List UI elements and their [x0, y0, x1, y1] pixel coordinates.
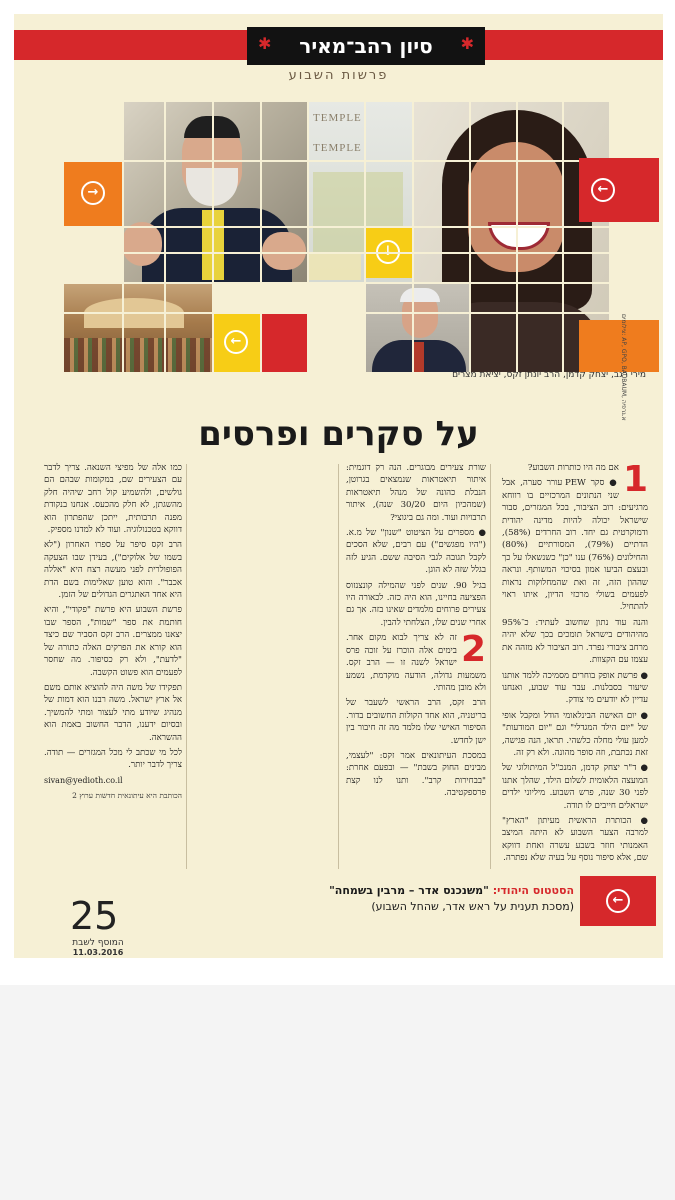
grid-line: [64, 312, 609, 314]
paragraph: ● הכותרת הראשית מעיתון "הארץ" למרבה הצער השבוע לא היתה המיצב האמנותי חוזר בשבע עשרה ואחת דווקא שם, אלא סיפור נוסף על בעיה שלא נפתרה.: [502, 815, 648, 864]
paragraph: הרב זקס סיפר על ספרו האחרון ("לא בשמו של אלוקים"), בעידן שבו הצעקה הפופולרית לפני מעשה רצח היא "אללה אכבר". והוא טוען שאלימות בשם הדת היא אחד האתגרים הגדולים של הזמן.: [44, 540, 182, 601]
paragraph: בגיל 90. שנים לפני שהמילה קונצנזוס הפציעה בחיינו, הוא היה כזה. לכאורה היו צעירים פרוחים מלמדים שאינו בזה. אך גם אחרי שנים שלו, הצלחתי להבין.: [346, 580, 487, 628]
article-column-1: [502, 459, 648, 868]
paragraph: ● ד"ר יצחק קדמן, המנכ"ל המיתולוגי של המועצה הלאומית לשלום הילד, שהלך אתנו לפני 30 שנה, פרש השבוע. מיליוני ילדים ישראלים חייבים לו תודה.: [502, 763, 648, 811]
paragraph: והנה עוד נתון שחשוב לעתיד: כ־95% מהיהודים בישראל תומכים בכך שלא יהיה מרחב ציבורי נפרד. רוב הציבור לא מזהה את עצמו עם הקצוות.: [502, 617, 648, 666]
grid-line: [64, 226, 609, 228]
paragraph: הרב זקס, הרב הראשי לשעבר של בריטניה, הוא אחד הקולות החשובים בדור. הסיפור האישי שלו מלמד מה זה חיבור בין ישן לחדש.: [346, 698, 486, 746]
grid-line: [122, 102, 124, 372]
grid-line: [260, 102, 262, 372]
section-number-1: 1: [622, 459, 648, 500]
paragraph: במסכת העיתונאים אמר זקס: "לעצמי, מבינים החוק בשבת" — ובפעם אחרת: "בבחירות קרב". ותנו לנו קצת פרספקטיבה.: [346, 750, 486, 799]
red-tile: [579, 158, 659, 222]
grid-line: [307, 102, 309, 372]
grid-line: [469, 102, 471, 372]
column-divider: [338, 464, 339, 869]
paragraph: ● פרשת אופק בוחרים מסמיכה ללמד אותנו שיעור בסבלנות. עבר עוד שבוע, ואנחנו עדיין לא יודעים מי צודק.: [502, 670, 648, 706]
grid-line: [164, 102, 166, 372]
columnist-name: סיון רהב־מאיר: [299, 34, 433, 58]
jewish-status-quote: "משנכנס אדר – מרבין בשמחה": [329, 884, 489, 897]
column-divider: [186, 464, 187, 869]
paragraph: תפקידו של משה היה להוציא אותם משם אל ארץ ישראל. משה רבנו הוא דמות של מנהיג שיודע מתי לעצור ומתי להמשיך. ובסיום ידענו, הדבר החשוב באמת הוא ההשראה.: [44, 682, 182, 743]
section-number-2: 2: [460, 629, 486, 671]
red-tile: [260, 312, 307, 372]
paragraph: ● סקר PEW עורר סערה, אבל שני הנתונים המרכזיים בו רווחא מרגיעים: רוב הציבור, בכל המגזרים, סבור שישראל יכולה להיות מדינה יהודית ודמוקרטית גם יחד. רוב החרדים (58%), הדתיים (79%), המסורתיים (80%) והחילונים (76%) ענו "כן" כשנשאלו על כך ובעצם הביעו אמון בסיכוי המשותף. ונראה שההון הזה, זה ואת שהמחלוקות נראות לפעמים בשולי מרכזי הדיון, איתו ראוי להתחיל.: [502, 478, 648, 613]
grid-line: [516, 102, 518, 372]
arrow-left-icon[interactable]: ←: [224, 330, 248, 354]
paragraph: זה לא צריך לבוא מקום אחר. בימים אלה הוכרז על זוכה פרס ישראל לשנה זו — הרב זקס. משמעות גדולה, הודעה מוקדמת, נשמע ולא מובן מהותי.: [346, 633, 486, 693]
section-title: פרשות השבוע: [288, 68, 389, 83]
grid-line: [64, 160, 609, 162]
grid-line: [412, 102, 414, 372]
yellow-tile: [212, 312, 260, 372]
issue-date: 11.03.2016: [72, 948, 124, 957]
header-title-box: [247, 27, 485, 65]
paragraph: כמו אלה של מפיצי השנאה. צריך לדבר עם הצעירים שם, במקומות שבהם הם גולשים, ולהשמיע קול רחב שיהיה חלק מהשגתן, לא חלק מהכעס. אנחנו בנקודת מפנה תרבותית, ייתכן שהפתרון הוא דווקא בטכנולוגיה. ועוד לא למדנו מספיק.: [44, 463, 182, 536]
article-column-3: [44, 462, 182, 806]
author-bio: הכותבת היא עיתונאית חדשות ערוץ 2: [72, 791, 182, 801]
grid-line: [212, 102, 214, 372]
arrow-right-icon[interactable]: →: [81, 181, 105, 205]
page-number: 25: [70, 894, 119, 938]
supplement-name: המוסף לשבת: [72, 938, 124, 948]
orange-tile: [64, 160, 122, 226]
rabbi-photo: [122, 102, 307, 282]
magazine-page: [14, 14, 663, 958]
background-tile: TEMPLE TEMPLE: [307, 102, 412, 282]
photo-caption: מירי רגב, יצחק קדמן, הרב יונתן זקס, יציאת מצרים: [452, 370, 646, 380]
grid-line: [562, 102, 564, 372]
jewish-status-source: (מסכת תענית על ראש אדר, שהחל השבוע): [371, 900, 574, 913]
article-column-2: [346, 462, 486, 803]
paragraph: ● יום האישה הבינלאומי הודל ומקבל אופי של "יום הילד המגדלי" וגם "יום המודעות" למען עולי מחלה כלשהי. תראו, הנה פגישה, זאת נכתבת, וזה סופר מהונה. ולא רק זה.: [502, 710, 648, 758]
jewish-status-label: הסטטוס היהודי:: [492, 884, 574, 897]
kadman-photo: [364, 282, 469, 372]
grid-line: [64, 282, 609, 284]
page-bottom-margin: [0, 985, 675, 1200]
paragraph: אם מה היו כותרות השבוע?: [527, 463, 619, 473]
jewish-status: [234, 884, 574, 897]
paragraph: לכל מי שכתב לי מכל המגזרים — תודה. צריך לדבר יותר.: [44, 747, 182, 771]
footer-red-box: [580, 876, 656, 926]
paragraph: פרשת השבוע היא פרשת "פקודי", והיא חותמת את ספר "שמות", הספר שבו יצאנו ממצרים. הרב זקס הסביר שם כיצד הוא קורא את הפרקים האלה כתורה של "לדעת", ולא רק כסיפור. מה שחסר לפעמים הוא פשוט הקשבה.: [44, 605, 182, 678]
article-headline: על סקרים ופרסים: [198, 414, 479, 454]
star-icon: ✱: [258, 34, 272, 53]
star-icon: ✱: [460, 34, 474, 53]
grid-line: [364, 102, 366, 372]
author-email[interactable]: sivan@yedioth.co.il: [44, 775, 123, 785]
column-divider: [490, 464, 491, 869]
arrow-left-icon[interactable]: ←: [591, 178, 615, 202]
photo-credit: צילומים: AP, GPO, BAUBAUM, א.גרפיה: [620, 314, 627, 421]
grid-line: [64, 252, 609, 254]
photo-mosaic: [64, 102, 609, 372]
paragraph: ● מספרים על הציטוט "שנון" של מ.א. ("היו מפגשים") עם רבים, שלא הסכים לקבל תגובה לגבי הסיבה ששם. הגיע לזה בגלל שזה לא הוגן.: [346, 528, 486, 576]
arrow-left-icon[interactable]: ←: [606, 889, 630, 913]
exodus-painting: [64, 282, 212, 372]
cream-tile: [309, 252, 361, 280]
paragraph: שורת צעירים מבוגרים. הנה רק דוגמית: איתור תיאטראות שנמצאים בגרוטן, הנבלת כהונה של מנהל תיאטראות (שמהכיון היום 30/20 שנה), איתור תרבויות ועוד. ומה גם ביגוצי?: [346, 463, 486, 523]
